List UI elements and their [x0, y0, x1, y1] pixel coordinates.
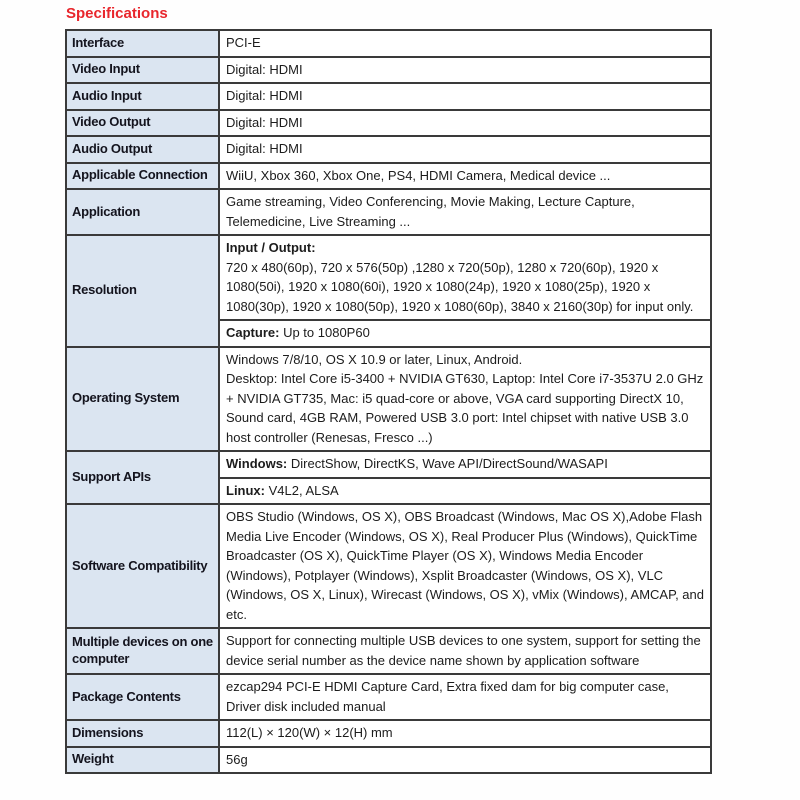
table-row — [67, 109, 710, 136]
spec-value-body: 720 x 480(60p), 720 x 576(50p) ,1280 x 720(50p), 1280 x 720(60p), 1920 x 1080(50i), 1920 x 1080(60i), 1920 x 1080(24p), 1920 x 1080(25p), 1920 x 1080(30p), 1920 x 1080(50p), 1920 x 1080(60p), 3840 x 2160(30p) for input only. — [226, 259, 694, 314]
spec-value-body: Digital: HDMI — [226, 61, 303, 77]
spec-value — [220, 236, 710, 319]
spec-label-text: Audio Input — [72, 87, 142, 103]
spec-label-text: Resolution — [72, 282, 137, 298]
spec-value-group — [220, 31, 710, 56]
spec-label — [67, 137, 220, 162]
spec-value-body: Support for connecting multiple USB devices to one system, support for setting the device serial number as the device name shown by application software — [226, 633, 701, 668]
spec-label-text: Interface — [72, 34, 124, 50]
spec-label — [67, 31, 220, 56]
spec-value-group — [220, 164, 710, 189]
spec-value-group — [220, 629, 710, 673]
spec-value-text — [226, 113, 704, 133]
spec-value-body: Windows 7/8/10, OS X 10.9 or later, Linux, Android. — [226, 351, 523, 367]
table-row — [67, 31, 710, 56]
spec-value-body: ezcap294 PCI-E HDMI Capture Card, Extra fixed dam for big computer case, Driver disk included manual — [226, 679, 669, 714]
table-row — [67, 56, 710, 83]
spec-value-text — [226, 631, 704, 670]
spec-value — [220, 477, 710, 504]
spec-label-text: Dimensions — [72, 724, 144, 740]
spec-value-group — [220, 84, 710, 109]
spec-value-body: 112(L) × 120(W) × 12(H) mm — [226, 725, 393, 740]
spec-label — [67, 675, 220, 719]
spec-value-text — [226, 60, 704, 80]
spec-value-lead: Linux: — [226, 482, 265, 498]
table-row — [67, 746, 710, 773]
spec-value-text — [226, 723, 704, 743]
spec-value-group — [220, 236, 710, 346]
spec-label — [67, 452, 220, 503]
spec-value — [220, 164, 710, 189]
spec-value-text — [226, 323, 704, 343]
spec-value-lead: Windows: — [226, 456, 288, 471]
spec-value-group — [220, 721, 710, 746]
spec-value-body: Digital: HDMI — [226, 114, 303, 130]
spec-value-body: Desktop: Intel Core i5-3400 + NVIDIA GT630, Laptop: Intel Core i7-3537U 2.0 GHz + NVIDIA GT735, Mac: i5 quad-core or above, VGA card supporting DirectX 10, Sound card, 4GB RAM, Powered USB 3.0 port: Intel chipset with native USB 3.0 host controller (Renesas, Fresco ...) — [226, 371, 704, 445]
spec-value-group — [220, 137, 710, 162]
spec-value-text — [226, 86, 704, 106]
table-row — [67, 450, 710, 503]
spec-label-text: Audio Output — [72, 140, 153, 156]
spec-value-body: V4L2, ALSA — [265, 482, 339, 498]
spec-value-text — [226, 139, 704, 159]
spec-label — [67, 58, 220, 83]
spec-value — [220, 111, 710, 136]
spec-label-text: Applicable Connection — [72, 167, 208, 183]
spec-value-text — [226, 454, 704, 474]
spec-value-text — [226, 33, 704, 53]
table-row — [67, 719, 710, 746]
table-row — [67, 82, 710, 109]
spec-value — [220, 505, 710, 627]
spec-value-body: 56g — [226, 751, 248, 767]
spec-value-group — [220, 505, 710, 627]
spec-label — [67, 236, 220, 346]
spec-value-text — [226, 350, 704, 448]
spec-value-text — [226, 192, 704, 231]
spec-label — [67, 505, 220, 627]
spec-value — [220, 721, 710, 746]
spec-value-group — [220, 111, 710, 136]
spec-value-group — [220, 452, 710, 503]
spec-value-group — [220, 58, 710, 83]
spec-label-text: Software Compatibility — [72, 557, 208, 573]
spec-value-text — [226, 677, 704, 716]
spec-label — [67, 348, 220, 451]
spec-value-body: Digital: HDMI — [226, 141, 303, 156]
spec-value-body: Digital: HDMI — [226, 88, 303, 103]
spec-value-text — [226, 238, 704, 316]
spec-value — [220, 629, 710, 673]
spec-value-group — [220, 675, 710, 719]
spec-label-text: Application — [72, 203, 141, 219]
spec-value-group — [220, 348, 710, 451]
spec-label-text: Video Input — [72, 61, 140, 77]
spec-value-body: OBS Studio (Windows, OS X), OBS Broadcast (Windows, Mac OS X),Adobe Flash Media Live Encoder (Windows, OS X), Real Producer Plus (Windows), QuickTime Broadcaster (OS X), QuickTime Player (OS X), Windows Media Encoder (Windows), Potplayer (Windows), Xsplit Broadcaster (Windows, OS X), VLC (Windows, OS X, Linux), Wirecast (Windows, OS X), vMix (Windows), AMCAP, and etc. — [226, 509, 704, 622]
spec-value-body: DirectShow, DirectKS, Wave API/DirectSound/WASAPI — [287, 456, 608, 471]
spec-value — [220, 319, 710, 346]
spec-table — [65, 29, 712, 774]
table-row — [67, 135, 710, 162]
spec-value — [220, 58, 710, 83]
spec-value — [220, 348, 710, 451]
spec-value-text — [226, 507, 704, 624]
spec-label-text: Multiple devices on one computer — [72, 634, 213, 666]
spec-value-body: Game streaming, Video Conferencing, Movie Making, Lecture Capture, Telemedicine, Live Streaming ... — [226, 194, 635, 229]
spec-value — [220, 84, 710, 109]
spec-value-lead: Capture: — [226, 325, 280, 340]
spec-value-body: PCI-E — [226, 35, 261, 50]
spec-value-text — [226, 166, 704, 186]
spec-value-body: Up to 1080P60 — [279, 325, 370, 340]
page-title: Specifications — [66, 5, 168, 22]
spec-value-body: WiiU, Xbox 360, Xbox One, PS4, HDMI Camera, Medical device ... — [226, 167, 611, 183]
spec-label — [67, 84, 220, 109]
table-row — [67, 673, 710, 719]
spec-value-text — [226, 750, 704, 770]
spec-label-text: Weight — [72, 751, 114, 767]
spec-label-text: Video Output — [72, 114, 151, 130]
spec-label — [67, 748, 220, 773]
spec-value — [220, 748, 710, 773]
table-row — [67, 162, 710, 189]
spec-label — [67, 111, 220, 136]
spec-value-text — [226, 481, 704, 501]
spec-label-text: Package Contents — [72, 688, 181, 704]
table-row — [67, 346, 710, 451]
spec-value-group — [220, 748, 710, 773]
spec-value — [220, 137, 710, 162]
table-row — [67, 234, 710, 346]
spec-label — [67, 190, 220, 234]
spec-label — [67, 629, 220, 673]
spec-value — [220, 31, 710, 56]
spec-label — [67, 721, 220, 746]
spec-value-lead: Input / Output: — [226, 240, 316, 255]
spec-value — [220, 452, 710, 477]
table-row — [67, 503, 710, 627]
spec-label-text: Operating System — [72, 390, 180, 406]
table-row — [67, 627, 710, 673]
spec-value — [220, 190, 710, 234]
spec-value — [220, 675, 710, 719]
spec-value-group — [220, 190, 710, 234]
table-row — [67, 188, 710, 234]
spec-label-text: Support APIs — [72, 469, 151, 485]
spec-label — [67, 164, 220, 189]
